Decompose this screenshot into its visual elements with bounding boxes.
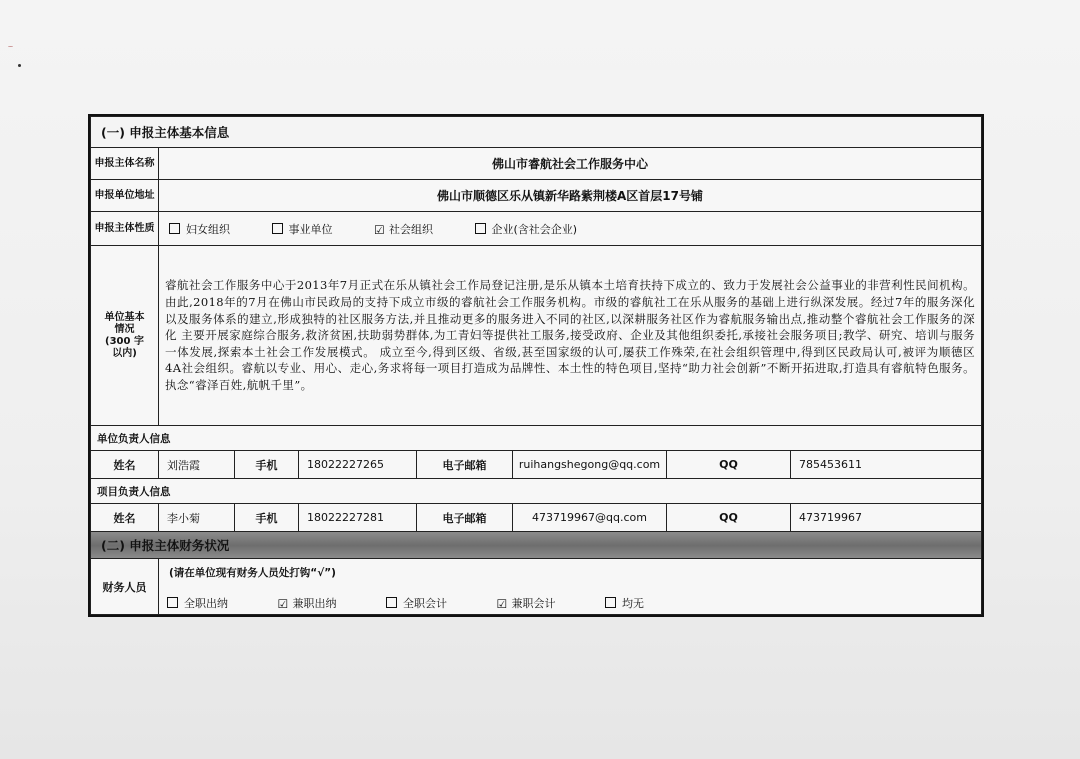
unit-leader-section-label: 单位负责人信息 [91,426,982,451]
option-label: 兼职会计 [511,597,556,610]
org-nature-label: 申报主体性质 [91,212,159,246]
option-label: 全职出纳 [184,597,228,610]
checkbox[interactable] [605,597,616,608]
scan-speck [18,64,21,67]
org-name-label: 申报主体名称 [91,148,159,180]
project-leader-section-label: 项目负责人信息 [91,479,982,504]
project-leader-qq-value[interactable]: 473719967 [791,504,982,532]
scan-speck [8,46,13,47]
project-leader-name-label: 姓名 [91,504,159,532]
finance-option-parttime-cashier[interactable] [278,595,337,611]
finance-option-none[interactable] [605,595,644,611]
checkbox-checked[interactable]: ☑ [374,222,385,237]
label-line: 单位基本 [104,311,145,323]
unit-leader-qq-label: QQ [667,451,791,479]
unit-leader-name-label: 姓名 [91,451,159,479]
nature-option-public-institution[interactable] [272,221,333,237]
unit-leader-phone-label: 手机 [235,451,299,479]
unit-leader-email-value[interactable]: ruihangshegong@qq.com [513,451,667,479]
org-nature-options [159,212,982,246]
label-line: (300 字 [105,335,144,347]
checkbox[interactable] [386,597,397,608]
org-name-value[interactable]: 佛山市睿航社会工作服务中心 [159,148,982,180]
org-description-label [91,246,159,426]
project-leader-email-label: 电子邮箱 [417,504,513,532]
nature-option-women-org[interactable] [169,221,230,237]
option-label: 均无 [622,597,644,610]
checkbox[interactable] [167,597,178,608]
option-label: 兼职出纳 [292,597,337,610]
unit-leader-phone-value[interactable]: 18022227265 [299,451,417,479]
finance-staff-cell [159,559,982,615]
org-description-text[interactable]: 睿航社会工作服务中心于2013年7月正式在乐从镇社会工作局登记注册,是乐从镇本土培育扶持下成立的、致力于发展社会公益事业的非营利性民间机构。由此,2018年的7月在佛山市民政局的支持下成立市级的睿航社会工作服务机构。市级的睿航社工在乐从服务的基础上进行纵深发展。经过7年的服务深化以及服务体系的建立,形成独特的社区服务方法,并且推动更多的服务进入不同的社区,以深耕服务社区作为睿航服务输出点,推动整个睿航社会工作服务的深化 主要开展家庭综合服务,救济贫困,扶助弱势群体,为工青妇等提供社工服务,接受政府、企业及其他组织委托,承接社会服务项目;教学、研究、培训与服务一体发展,探索本土社会工作发展模式。 成立至今,得到区级、省级,甚至国家级的认可,屡获工作殊荣,在社会组织管理中,得到区民政局认可,被评为顺德区4A社会组织。睿航以专业、用心、走心,务求将每一项目打造成为品牌性、本土性的特色项目,坚持“助力社会创新”不断开拓进取,打造具有睿航特色服务。执念“睿泽百姓,航帆千里”。 [159,246,982,426]
application-form [88,114,984,617]
label-line: 情况 [114,323,135,335]
option-label: 企业(含社会企业) [491,222,578,236]
section-1-title: (一) 申报主体基本信息 [91,117,982,148]
checkbox-checked[interactable]: ☑ [496,597,508,611]
unit-leader-email-label: 电子邮箱 [417,451,513,479]
project-leader-phone-value[interactable]: 18022227281 [299,504,417,532]
org-address-value[interactable]: 佛山市顺德区乐从镇新华路紫荆楼A区首层17号铺 [159,180,982,212]
option-label: 全职会计 [403,597,447,610]
basic-info-table [90,116,982,615]
finance-option-parttime-accountant[interactable] [497,595,556,611]
checkbox[interactable] [272,223,283,234]
finance-option-fulltime-cashier[interactable] [167,595,228,611]
nature-option-enterprise[interactable] [475,221,578,237]
finance-option-fulltime-accountant[interactable] [386,595,447,611]
finance-staff-label: 财务人员 [91,559,159,615]
unit-leader-name-value[interactable]: 刘浩霞 [159,451,235,479]
unit-leader-qq-value[interactable]: 785453611 [791,451,982,479]
checkbox[interactable] [475,223,486,234]
option-label: 社会组织 [389,222,433,236]
finance-hint: (请在单位现有财务人员处打钩“√”) [169,567,336,579]
org-address-label: 申报单位地址 [91,180,159,212]
finance-options [159,585,981,613]
section-2-title: (二) 申报主体财务状况 [91,532,982,559]
option-label: 事业单位 [288,222,333,236]
project-leader-phone-label: 手机 [235,504,299,532]
label-line: 以内) [112,347,137,359]
project-leader-name-value[interactable]: 李小菊 [159,504,235,532]
nature-option-social-org[interactable] [374,221,433,237]
checkbox-checked[interactable]: ☑ [277,597,289,611]
option-label: 妇女组织 [186,222,230,236]
project-leader-qq-label: QQ [667,504,791,532]
checkbox[interactable] [169,223,180,234]
project-leader-email-value[interactable]: 473719967@qq.com [513,504,667,532]
